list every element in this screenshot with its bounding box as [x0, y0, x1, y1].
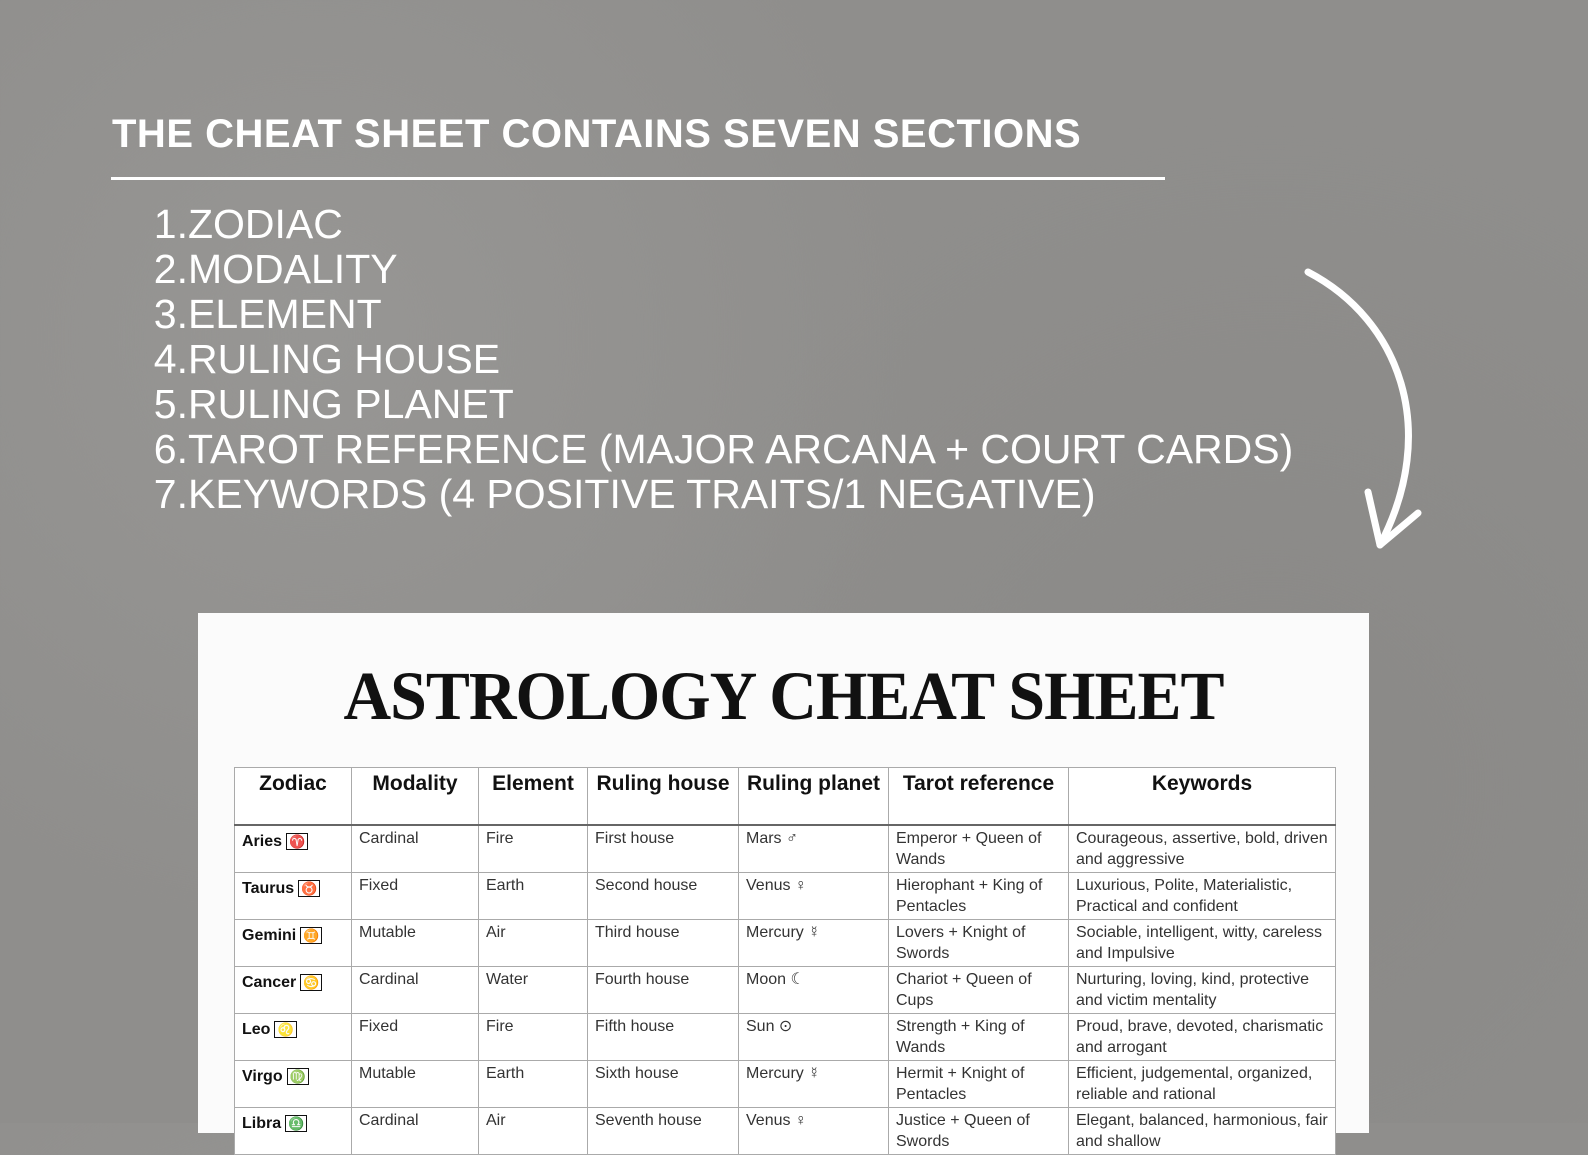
sign-name: Virgo	[242, 1068, 283, 1085]
zodiac-symbol-icon: ♌	[274, 1021, 296, 1038]
zodiac-cell	[235, 873, 352, 920]
zodiac-cell	[235, 1061, 352, 1108]
section-item	[148, 337, 1293, 382]
planet-cell: Venus ♀	[739, 873, 889, 920]
zodiac-symbol-icon: ♎	[285, 1115, 307, 1132]
element-cell: Earth	[479, 873, 588, 920]
tarot-cell: Hierophant + King of Pentacles	[889, 873, 1069, 920]
table-row	[235, 1061, 1336, 1108]
planet-cell: Venus ♀	[739, 1108, 889, 1155]
modality-cell: Cardinal	[352, 1108, 479, 1155]
table-row	[235, 1014, 1336, 1061]
modality-cell: Cardinal	[352, 967, 479, 1014]
section-label: KEYWORDS (4 POSITIVE TRAITS/1 NEGATIVE)	[188, 471, 1096, 517]
house-cell: Second house	[588, 873, 739, 920]
sign-name: Libra	[242, 1115, 282, 1132]
element-cell: Air	[479, 1108, 588, 1155]
house-cell: Fifth house	[588, 1014, 739, 1061]
tarot-cell: Lovers + Knight of Swords	[889, 920, 1069, 967]
section-item	[148, 382, 1293, 427]
element-cell: Fire	[479, 825, 588, 873]
keywords-cell: Elegant, balanced, harmonious, fair and shallow	[1069, 1108, 1336, 1155]
heading-divider	[111, 177, 1165, 180]
section-number: 4.	[153, 336, 188, 382]
keywords-cell: Nurturing, loving, kind, protective and victim mentality	[1069, 967, 1336, 1014]
section-number: 7.	[153, 471, 188, 517]
section-label: ELEMENT	[188, 291, 382, 337]
modality-cell: Fixed	[352, 873, 479, 920]
planet-cell: Mercury ☿	[739, 920, 889, 967]
sign-name: Cancer	[242, 974, 297, 991]
column-header: Modality	[352, 768, 479, 826]
keywords-cell: Proud, brave, devoted, charismatic and arrogant	[1069, 1014, 1336, 1061]
house-cell: First house	[588, 825, 739, 873]
section-label: TAROT REFERENCE (MAJOR ARCANA + COURT CARDS)	[188, 426, 1294, 472]
keywords-cell: Efficient, judgemental, organized, reliable and rational	[1069, 1061, 1336, 1108]
table-row	[235, 920, 1336, 967]
section-number: 5.	[153, 381, 188, 427]
modality-cell: Fixed	[352, 1014, 479, 1061]
modality-cell: Cardinal	[352, 825, 479, 873]
house-cell: Sixth house	[588, 1061, 739, 1108]
cheat-sheet-document	[198, 613, 1369, 1150]
zodiac-symbol-icon: ♍	[287, 1068, 309, 1085]
tarot-cell: Justice + Queen of Swords	[889, 1108, 1069, 1155]
zodiac-cell	[235, 1014, 352, 1061]
section-item	[148, 472, 1293, 517]
astrology-table	[234, 767, 1336, 1155]
zodiac-cell	[235, 1108, 352, 1155]
element-cell: Fire	[479, 1014, 588, 1061]
tarot-cell: Chariot + Queen of Cups	[889, 967, 1069, 1014]
element-cell: Air	[479, 920, 588, 967]
sign-name: Aries	[242, 833, 283, 850]
sign-name: Gemini	[242, 927, 297, 944]
table-row	[235, 1108, 1336, 1155]
zodiac-cell	[235, 920, 352, 967]
element-cell: Earth	[479, 1061, 588, 1108]
house-cell: Seventh house	[588, 1108, 739, 1155]
keywords-cell: Sociable, intelligent, witty, careless and Impulsive	[1069, 920, 1336, 967]
zodiac-symbol-icon: ♈	[286, 833, 308, 850]
table-row	[235, 825, 1336, 873]
curved-arrow-icon	[1290, 260, 1440, 560]
section-number: 1.	[153, 201, 188, 247]
sheet-title: ASTROLOGY CHEAT SHEET	[343, 658, 1224, 735]
table-row	[235, 967, 1336, 1014]
zodiac-symbol-icon: ♉	[298, 880, 320, 897]
tarot-cell: Strength + King of Wands	[889, 1014, 1069, 1061]
planet-cell: Mars ♂	[739, 825, 889, 873]
section-label: ZODIAC	[188, 201, 343, 247]
planet-cell: Moon ☾	[739, 967, 889, 1014]
planet-cell: Mercury ☿	[739, 1061, 889, 1108]
sections-list	[148, 202, 1293, 517]
section-item	[148, 427, 1293, 472]
section-label: MODALITY	[188, 246, 398, 292]
keywords-cell: Luxurious, Polite, Materialistic, Practical and confident	[1069, 873, 1336, 920]
house-cell: Fourth house	[588, 967, 739, 1014]
sign-name: Taurus	[242, 880, 295, 897]
sign-name: Leo	[242, 1021, 271, 1038]
column-header: Ruling house	[588, 768, 739, 826]
tarot-cell: Emperor + Queen of Wands	[889, 825, 1069, 873]
modality-cell: Mutable	[352, 1061, 479, 1108]
column-header: Element	[479, 768, 588, 826]
modality-cell: Mutable	[352, 920, 479, 967]
planet-cell: Sun ⊙	[739, 1014, 889, 1061]
keywords-cell: Courageous, assertive, bold, driven and aggressive	[1069, 825, 1336, 873]
section-number: 6.	[153, 426, 188, 472]
column-header: Tarot reference	[889, 768, 1069, 826]
section-item	[148, 247, 1293, 292]
table-row	[235, 873, 1336, 920]
column-header: Zodiac	[235, 768, 352, 826]
zodiac-symbol-icon: ♊	[300, 927, 322, 944]
column-header: Ruling planet	[739, 768, 889, 826]
section-label: RULING PLANET	[188, 381, 514, 427]
sections-heading: THE CHEAT SHEET CONTAINS SEVEN SECTIONS	[112, 112, 1082, 156]
section-number: 2.	[153, 246, 188, 292]
house-cell: Third house	[588, 920, 739, 967]
section-item	[148, 202, 1293, 247]
column-header: Keywords	[1069, 768, 1336, 826]
section-number: 3.	[153, 291, 188, 337]
section-item	[148, 292, 1293, 337]
section-label: RULING HOUSE	[188, 336, 501, 382]
tarot-cell: Hermit + Knight of Pentacles	[889, 1061, 1069, 1108]
zodiac-cell	[235, 967, 352, 1014]
element-cell: Water	[479, 967, 588, 1014]
zodiac-symbol-icon: ♋	[300, 974, 322, 991]
zodiac-cell	[235, 825, 352, 873]
